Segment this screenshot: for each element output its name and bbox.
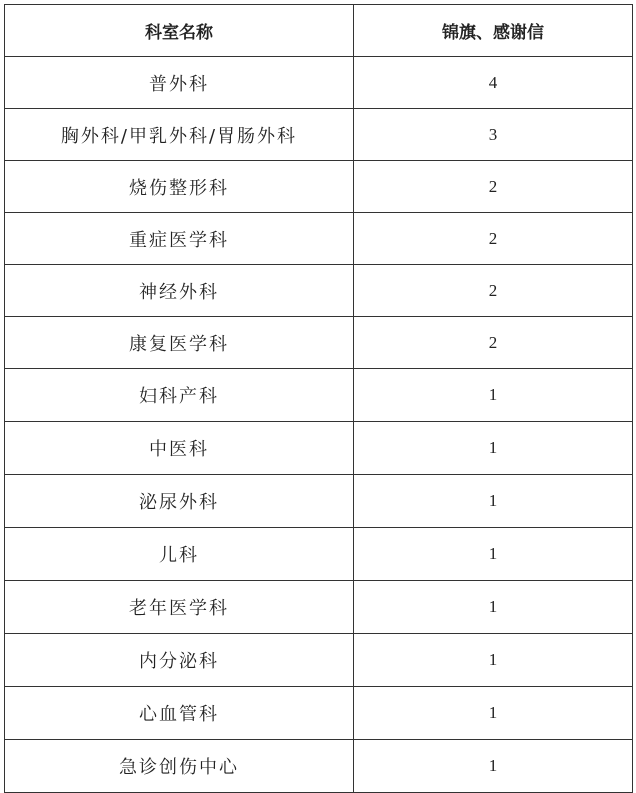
count-cell: 2 <box>354 161 633 213</box>
table-row <box>5 265 633 317</box>
count-cell: 1 <box>354 369 633 422</box>
department-cell: 儿科 <box>5 528 354 581</box>
table-row <box>5 57 633 109</box>
table-row <box>5 422 633 475</box>
department-cell: 中医科 <box>5 422 354 475</box>
count-cell: 2 <box>354 265 633 317</box>
count-cell: 3 <box>354 109 633 161</box>
count-cell: 1 <box>354 740 633 793</box>
count-cell: 2 <box>354 317 633 369</box>
table-header-row <box>5 5 633 57</box>
table-row <box>5 109 633 161</box>
table-row <box>5 475 633 528</box>
table-row <box>5 317 633 369</box>
table-row <box>5 369 633 422</box>
department-cell: 老年医学科 <box>5 581 354 634</box>
department-cell: 烧伤整形科 <box>5 161 354 213</box>
count-cell: 1 <box>354 475 633 528</box>
department-cell: 妇科产科 <box>5 369 354 422</box>
table-row <box>5 161 633 213</box>
department-cell: 急诊创伤中心 <box>5 740 354 793</box>
count-cell: 1 <box>354 634 633 687</box>
count-cell: 1 <box>354 422 633 475</box>
department-cell: 泌尿外科 <box>5 475 354 528</box>
table-row <box>5 687 633 740</box>
header-count: 锦旗、感谢信 <box>354 5 633 57</box>
count-cell: 2 <box>354 213 633 265</box>
department-cell: 内分泌科 <box>5 634 354 687</box>
table-row <box>5 528 633 581</box>
department-table <box>4 4 633 793</box>
table-row <box>5 581 633 634</box>
count-cell: 1 <box>354 687 633 740</box>
department-cell: 康复医学科 <box>5 317 354 369</box>
department-cell: 胸外科/甲乳外科/胃肠外科 <box>5 109 354 161</box>
count-cell: 1 <box>354 581 633 634</box>
department-cell: 重症医学科 <box>5 213 354 265</box>
table-row <box>5 740 633 793</box>
table-row <box>5 213 633 265</box>
count-cell: 4 <box>354 57 633 109</box>
department-cell: 普外科 <box>5 57 354 109</box>
department-cell: 神经外科 <box>5 265 354 317</box>
count-cell: 1 <box>354 528 633 581</box>
table-row <box>5 634 633 687</box>
department-cell: 心血管科 <box>5 687 354 740</box>
header-department: 科室名称 <box>5 5 354 57</box>
